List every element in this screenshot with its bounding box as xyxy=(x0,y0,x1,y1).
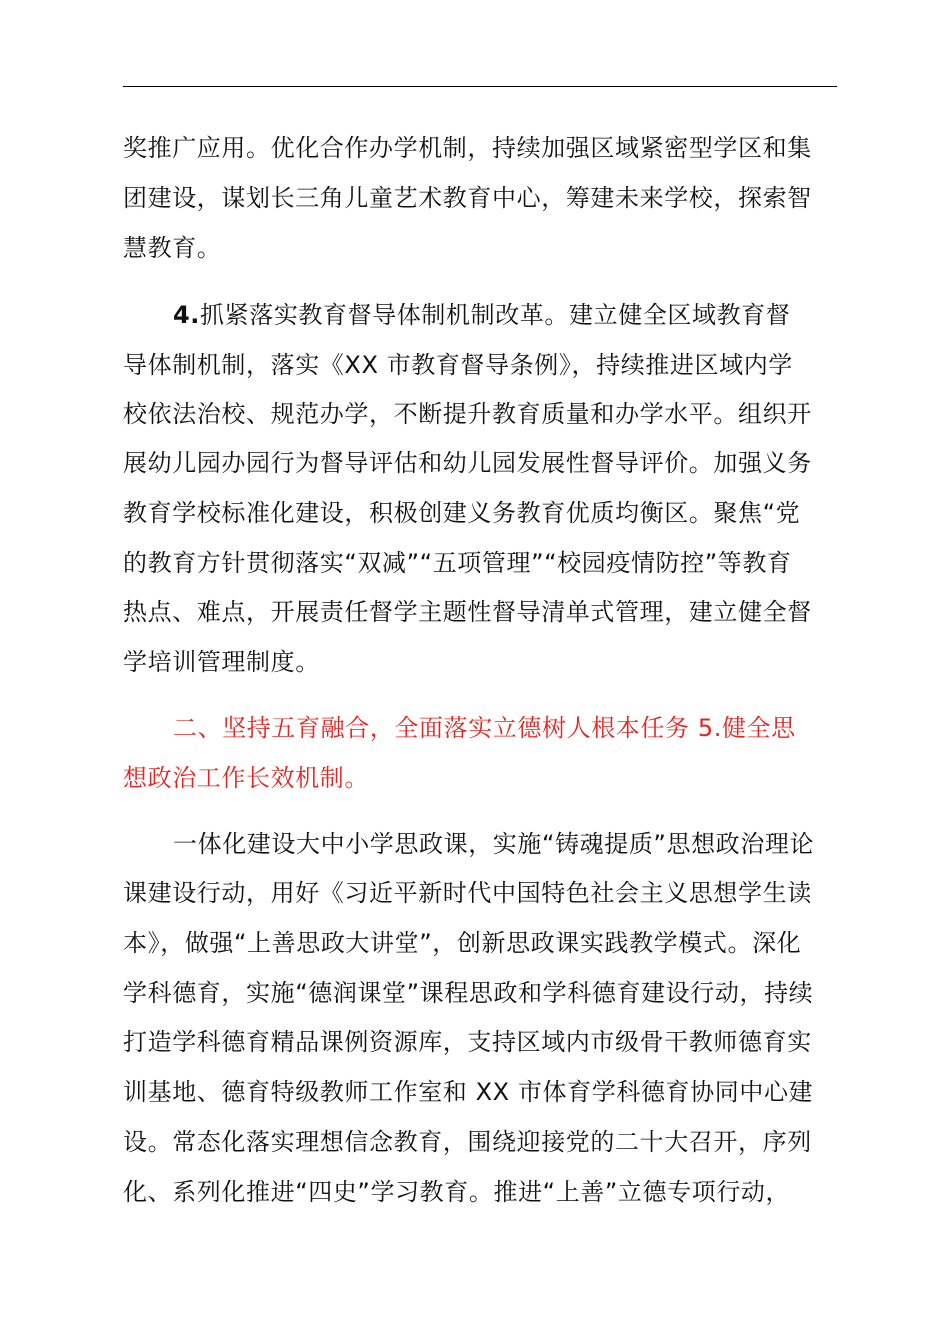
paragraph-line: 本》，做强“上善思政大讲堂”，创新思政课实践教学模式。深化 xyxy=(123,929,802,957)
header-rule xyxy=(123,86,837,87)
paragraph-line: 学培训管理制度。 xyxy=(123,648,320,676)
paragraph-line: 展幼儿园办园行为督导评估和幼儿园发展性督导评价。加强义务 xyxy=(123,449,812,477)
numbered-item-first-line xyxy=(173,298,790,332)
paragraph-line: 化、系列化推进“四史”学习教育。推进“上善”立德专项行动， xyxy=(123,1178,791,1206)
paragraph-line: 团建设，谋划长三角儿童艺术教育中心，筹建未来学校，探索智 xyxy=(123,184,812,212)
paragraph-line: 教育学校标准化建设，积极创建义务教育优质均衡区。聚焦“党 xyxy=(123,499,801,527)
paragraph-line: 学科德育，实施“德润课堂”课程思政和学科德育建设行动，持续 xyxy=(123,979,814,1007)
paragraph-line: 导体制机制，落实《XX 市教育督导条例》，持续推进区域内学 xyxy=(123,351,793,379)
paragraph-line: 奖推广应用。优化合作办学机制，持续加强区域紧密型学区和集 xyxy=(123,134,812,162)
paragraph-line: 设。常态化落实理想信念教育，围绕迎接党的二十大召开，序列 xyxy=(123,1128,812,1156)
item-number: 4. xyxy=(173,301,201,329)
paragraph-line: 慧教育。 xyxy=(123,234,222,262)
paragraph-line: 的教育方针贯彻落实“双减”“五项管理”“校园疫情防控”等教育 xyxy=(123,549,792,577)
section-heading-line: 二、坚持五育融合，全面落实立德树人根本任务 5.健全思 xyxy=(173,714,796,742)
paragraph-line: 校依法治校、规范办学，不断提升教育质量和办学水平。组织开 xyxy=(123,400,812,428)
paragraph-line: 热点、难点，开展责任督学主题性督导清单式管理，建立健全督 xyxy=(123,598,812,626)
paragraph-line: 一体化建设大中小学思政课，实施“铸魂提质”思想政治理论 xyxy=(173,830,815,858)
section-heading-line: 想政治工作长效机制。 xyxy=(123,764,369,792)
paragraph-line: 训基地、德育特级教师工作室和 XX 市体育学科德育协同中心建 xyxy=(123,1078,814,1106)
paragraph-line: 打造学科德育精品课例资源库，支持区域内市级骨干教师德育实 xyxy=(123,1028,812,1056)
paragraph-line-text: 抓紧落实教育督导体制机制改革。建立健全区域教育督 xyxy=(200,301,791,329)
paragraph-line: 课建设行动，用好《习近平新时代中国特色社会主义思想学生读 xyxy=(123,879,812,907)
